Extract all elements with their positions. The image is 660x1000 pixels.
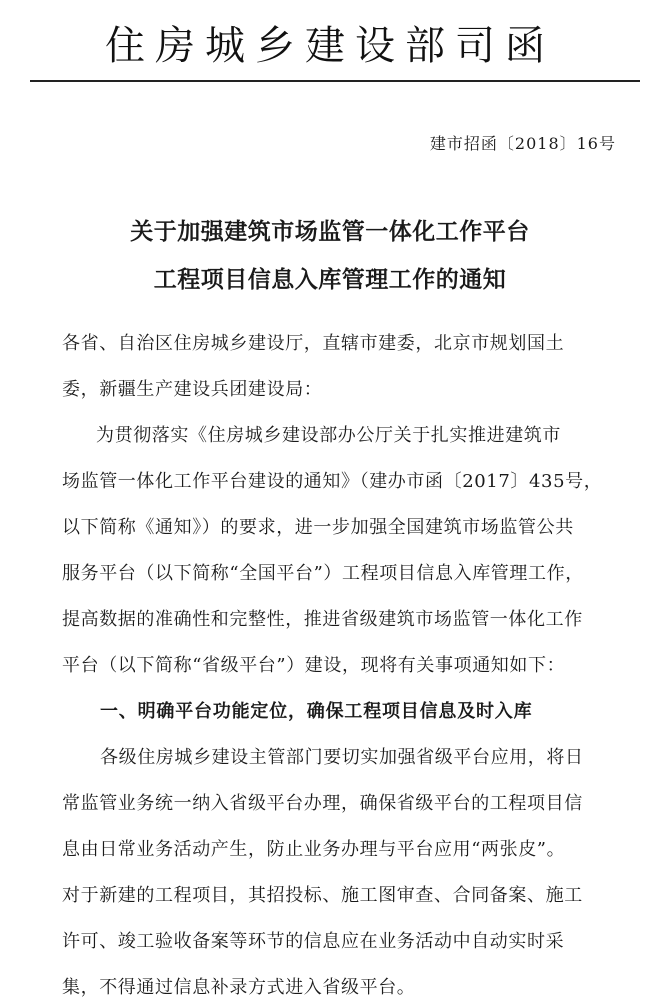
- body-line: 平台（以下简称“省级平台”）建设，现将有关事项通知如下：: [62, 655, 566, 676]
- body-line: 各省、自治区住房城乡建设厅，直辖市建委，北京市规划国土: [62, 333, 565, 354]
- body-line: 场监管一体化工作平台建设的通知》（建办市函〔2017〕435号，: [62, 471, 603, 492]
- body-line: 息由日常业务活动产生，防止业务办理与平台应用“两张皮”。: [62, 839, 566, 860]
- body-line: 集，不得通过信息补录方式进入省级平台。: [62, 977, 416, 998]
- body-line: 提高数据的准确性和完整性，推进省级建筑市场监管一体化工作: [62, 609, 583, 630]
- body-line: 许可、竣工验收备案等环节的信息应在业务活动中自动实时采: [62, 931, 565, 952]
- notice-title-line-2: 工程项目信息入库管理工作的通知: [153, 267, 507, 293]
- notice-title-line-1: 关于加强建筑市场监管一体化工作平台: [130, 219, 530, 245]
- body-line: 对于新建的工程项目，其招投标、施工图审查、合同备案、施工: [62, 885, 583, 906]
- body-line: 服务平台（以下简称“全国平台”）工程项目信息入库管理工作，: [62, 563, 584, 584]
- document-number: 建市招函〔2018〕16号: [429, 134, 616, 153]
- body-line: 为贯彻落实《住房城乡建设部办公厅关于扎实推进建筑市: [96, 425, 561, 446]
- body-line: 常监管业务统一纳入省级平台办理，确保省级平台的工程项目信: [62, 793, 583, 814]
- body-line: 以下简称《通知》）的要求，进一步加强全国建筑市场监管公共: [62, 517, 574, 538]
- body-line: 委，新疆生产建设兵团建设局：: [62, 379, 323, 400]
- agency-title: 住房城乡建设部司函: [105, 23, 555, 69]
- body-line: 各级住房城乡建设主管部门要切实加强省级平台应用，将日: [100, 747, 584, 768]
- section-heading: 一、明确平台功能定位，确保工程项目信息及时入库: [100, 701, 533, 722]
- header-divider: [30, 80, 640, 82]
